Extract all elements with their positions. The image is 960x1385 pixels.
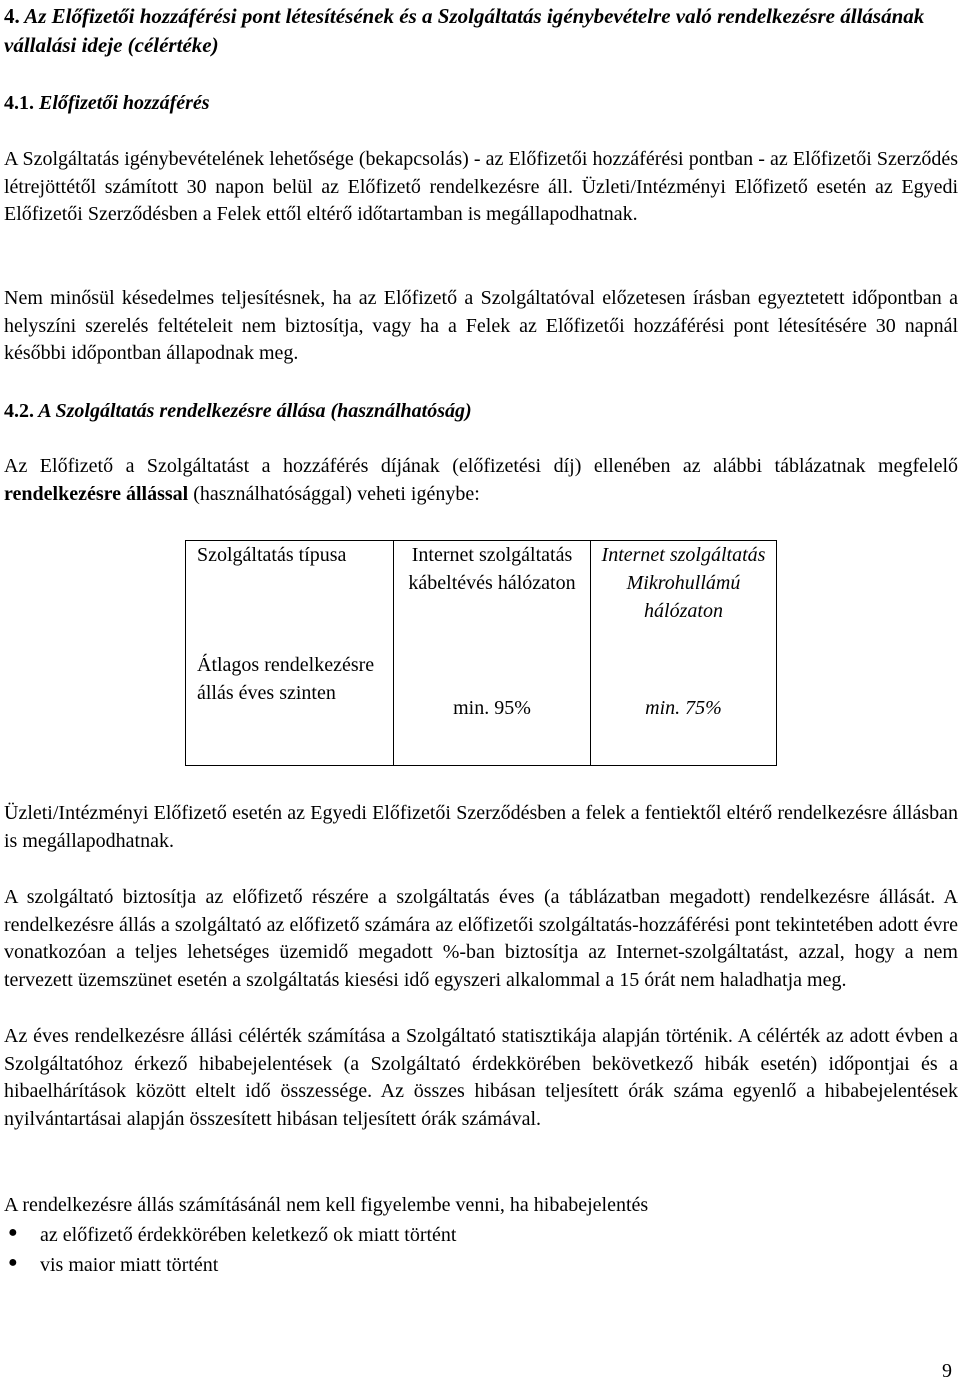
table-header-cell: Internet szolgáltatás kábeltévés hálózaton (394, 541, 591, 652)
section-41-number: 4.1. (4, 92, 34, 114)
section-42-title: A Szolgáltatás rendelkezésre állása (használhatóság) (38, 400, 472, 422)
list-item: vis maior miatt történt (40, 1254, 219, 1276)
section-41-para-2: Nem minősül késedelmes teljesítésnek, ha az Előfizető a Szolgáltatóval előzetesen írásban egyeztetett időpontban a helyszíni szerelés feltételeit nem biztosítja, vagy ha a Felek az Előfizetői hozzáférési pont létesítésére 30 napnál későbbi időpontban állapodnak meg. (4, 287, 958, 364)
intro-text-a: Az Előfizető a Szolgáltatást a hozzáférés díjának (előfizetési díj) ellenében az alábbi táblázatnak megfelelő (4, 455, 958, 477)
table-cell: min. 75% (591, 651, 777, 766)
section-41-heading (4, 90, 210, 116)
section-42-number: 4.2. (4, 400, 34, 422)
section-42-heading (4, 398, 472, 424)
bullet-icon: ● (8, 1254, 18, 1271)
table-row-label: Átlagos rendelkezésre állás éves szinten (186, 651, 394, 766)
table-header-cell: Szolgáltatás típusa (186, 541, 394, 652)
after-table-para-3: Az éves rendelkezésre állási célérték számítása a Szolgáltató statisztikája alapján történik. A célérték az adott évben a Szolgáltatóhoz érkező hibabejelentések (a Szolgáltató érdekkörében bekövetkező hibák esetén) időpontjai és a hibaelhárítások között eltelt idő összessége. Az összes hibásan teljesített órák száma egyenlő a hibabejelentések nyilvántartásai alapján összesített hibásan teljesített órák számával. (4, 1025, 958, 1130)
after-table-para-2: A szolgáltató biztosítja az előfizető részére a szolgáltatás éves (a táblázatban megadott) rendelkezésre állását. A rendelkezésre állás a szolgáltató az előfizető számára az előfizetői szolgáltatás-hozzáférési pont tekintetében adott évre vonatkozóan a teljes lehetséges üzemidő megadott %-ban biztosítja az Internet-szolgáltatást, azzal, hogy a nem tervezett üzemszünet esetén a szolgáltatás kiesési idő egyszeri alkalommal a 15 órát nem haladhatja meg. (4, 886, 958, 991)
intro-text-b: (használhatósággal) veheti igénybe: (188, 482, 480, 505)
section-42-intro (4, 453, 958, 508)
intro-text-bold: rendelkezésre állással (4, 482, 189, 505)
section-4-heading (4, 2, 956, 60)
section-4-title: Az Előfizetői hozzáférési pont létesítésének és a Szolgáltatás igénybevételre való rendelkezésre állásának vállalási ideje (célértéke) (4, 4, 925, 57)
section-41-para-1: A Szolgáltatás igénybevételének lehetősége (bekapcsolás) - az Előfizetői hozzáférési pontban - az Előfizetői Szerződés létrejöttétől számított 30 napon belül az Előfizető rendelkezésre áll. Üzleti/Intézményi Előfizető esetén az Egyedi Előfizetői Szerződésben a Felek ettől eltérő időtartamban is megállapodhatnak. (4, 148, 958, 225)
table-header-row (186, 541, 777, 652)
after-table-para-1: Üzleti/Intézményi Előfizető esetén az Egyedi Előfizetői Szerződésben a felek a fentiektől eltérő rendelkezésre állásban is megállapodhatnak. (4, 802, 958, 852)
table-cell: min. 95% (394, 651, 591, 766)
section-41-title: Előfizetői hozzáférés (39, 92, 210, 114)
bullet-icon: ● (8, 1224, 18, 1241)
after-table-para-4: A rendelkezésre állás számításánál nem kell figyelembe venni, ha hibabejelentés (4, 1194, 649, 1216)
table-row (186, 651, 777, 766)
page-number: 9 (942, 1360, 952, 1382)
section-4-number: 4. (4, 4, 20, 28)
table-header-cell: Internet szolgáltatás Mikrohullámú hálózaton (591, 541, 777, 652)
list-item: az előfizető érdekkörében keletkező ok miatt történt (40, 1224, 457, 1246)
availability-table (185, 540, 777, 766)
